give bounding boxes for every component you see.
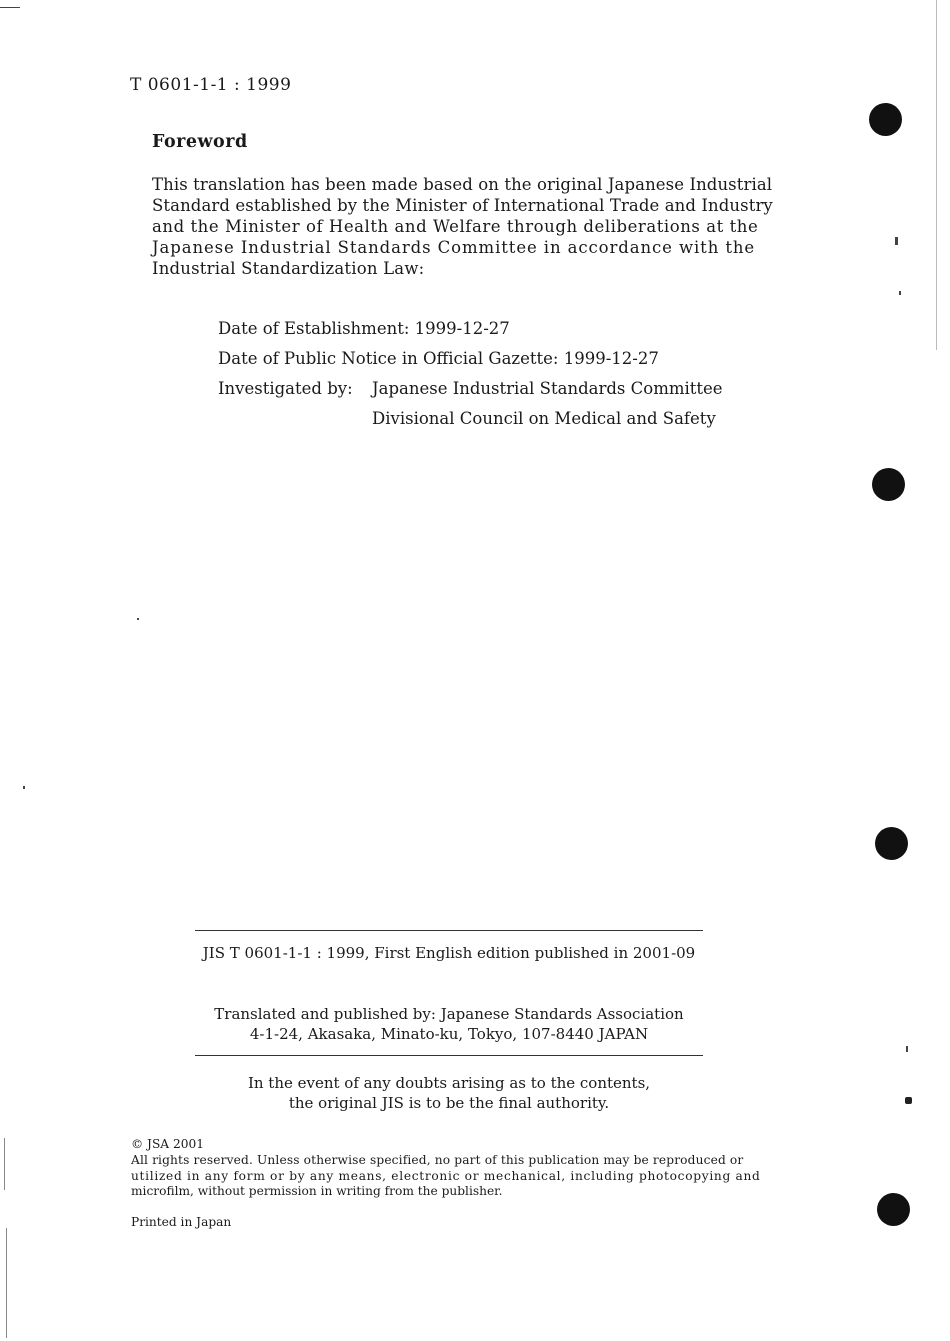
copyright: © JSA 2001 (131, 1137, 204, 1151)
scan-speck (137, 618, 139, 620)
punch-hole-icon (872, 468, 905, 501)
edition-statement: JIS T 0601-1-1 : 1999, First English edition published in 2001-09 (202, 944, 696, 962)
publisher-block (195, 1004, 703, 1044)
rights-line: All rights reserved. Unless otherwise specified, no part of this publication may be reproduced or (131, 1153, 744, 1167)
date-of-establishment: Date of Establishment: 1999-12-27 (218, 319, 510, 338)
authority-line: In the event of any doubts arising as to the contents, (247, 1074, 651, 1092)
investigated-by-committee: Japanese Industrial Standards Committee (372, 379, 723, 398)
punch-hole-icon (877, 1193, 910, 1226)
authority-note (195, 1073, 703, 1113)
foreword-line: Japanese Industrial Standards Committee in accordance with the (152, 238, 756, 257)
scan-speck (23, 786, 25, 789)
foreword-line: and the Minister of Health and Welfare through deliberations at the (152, 217, 759, 236)
scan-speck (905, 1097, 912, 1104)
foreword-line: This translation has been made based on the original Japanese Industrial (152, 175, 773, 194)
bottom-divider (195, 1055, 703, 1056)
publisher-name: Translated and published by: Japanese Standards Association (214, 1005, 684, 1023)
authority-line: the original JIS is to be the final authority. (288, 1094, 610, 1112)
punch-hole-icon (869, 103, 902, 136)
scan-speck (899, 291, 901, 295)
publisher-address: 4-1-24, Akasaka, Minato-ku, Tokyo, 107-8440 JAPAN (249, 1025, 649, 1043)
foreword-line: Standard established by the Minister of International Trade and Industry (152, 196, 773, 215)
rights-line: utilized in any form or by any means, electronic or mechanical, including photocopying and (131, 1168, 761, 1183)
document-number: T 0601-1-1 : 1999 (130, 75, 292, 95)
punch-hole-icon (875, 827, 908, 860)
foreword-title: Foreword (152, 132, 248, 152)
investigated-by-council: Divisional Council on Medical and Safety (372, 409, 716, 428)
date-of-public-notice: Date of Public Notice in Official Gazette: 1999-12-27 (218, 349, 659, 368)
foreword-paragraph (152, 174, 773, 279)
scan-speck (895, 237, 898, 245)
scan-edge-mark (4, 1138, 5, 1190)
printed-in: Printed in Japan (131, 1215, 232, 1229)
investigated-by-label: Investigated by: (218, 379, 353, 398)
scan-edge-mark (0, 7, 20, 8)
rights-line: microfilm, without permission in writing from the publisher. (131, 1184, 503, 1198)
rights-notice (131, 1153, 766, 1200)
top-divider (195, 930, 703, 931)
scan-edge-mark (936, 0, 937, 350)
scan-speck (906, 1046, 908, 1052)
foreword-line: Industrial Standardization Law: (152, 259, 425, 278)
scan-edge-mark (6, 1228, 7, 1338)
